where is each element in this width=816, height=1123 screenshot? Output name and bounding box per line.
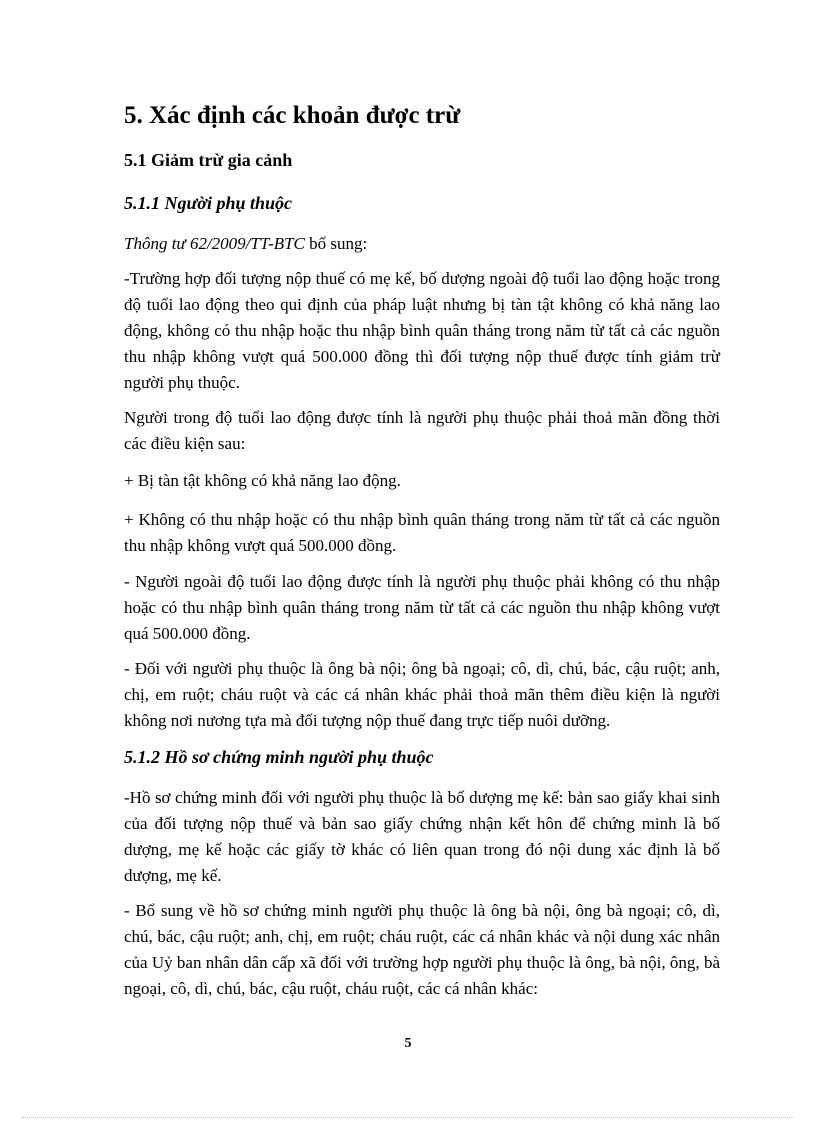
paragraph-text: -Hồ sơ chứng minh đối với người phụ thuộc là bố dượng mẹ kế: bản sao giấy khai sinh của đối tượng nộp thuế và bản sao giấy chứng nhận kết hôn để chứng minh là bố dượng, mẹ kế hoặc các giấy tờ khác có liên quan trong đó nội dung xác định là bố dượng, mẹ kế. <box>124 788 720 885</box>
paragraph-text: -Trường hợp đối tượng nộp thuế có mẹ kế, bố dượng ngoài độ tuổi lao động hoặc trong độ tuổi lao động theo qui định của pháp luật nhưng bị tàn tật không có khả năng lao động, không có thu nhập hoặc thu nhập bình quân tháng trong năm từ tất cả các nguồn thu nhập không vượt quá 500.000 đồng thì đối tượng nộp thuế được tính giảm trừ người phụ thuộc. <box>124 269 720 392</box>
page-bottom-divider <box>22 1117 794 1118</box>
section-heading-proof-documents: 5.1.2 Hồ sơ chứng minh người phụ thuộc <box>124 747 434 767</box>
paragraph-stepparents <box>124 266 720 396</box>
sub-heading: 5.1 Giảm trừ gia cảnh <box>124 150 293 170</box>
paragraph-relatives <box>124 656 720 734</box>
main-heading: 5. Xác định các khoản được trừ <box>124 102 461 129</box>
circular-reference: Thông tư 62/2009/TT-BTC <box>124 234 305 253</box>
paragraph-text: - Đối với người phụ thuộc là ông bà nội; ông bà ngoại; cô, dì, chú, bác, cậu ruột; anh, chị, em ruột; cháu ruột và các cá nhân khác phải thoả mãn thêm điều kiện là người không nơi nương tựa mà đối tượng nộp thuế đang trực tiếp nuôi dưỡng. <box>124 659 720 730</box>
section-heading-dependents: 5.1.1 Người phụ thuộc <box>124 193 292 213</box>
paragraph-text: - Người ngoài độ tuổi lao động được tính là người phụ thuộc phải không có thu nhập hoặc có thu nhập bình quân tháng trong năm từ tất cả các nguồn thu nhập không vượt quá 500.000 đồng. <box>124 572 720 643</box>
paragraph-stepparent-proof <box>124 785 720 889</box>
paragraph-text: + Không có thu nhập hoặc có thu nhập bình quân tháng trong năm từ tất cả các nguồn thu nhập không vượt quá 500.000 đồng. <box>124 510 720 555</box>
paragraph-outside-working-age <box>124 569 720 647</box>
page-number: 5 <box>404 1036 412 1051</box>
paragraph-text: - Bổ sung về hồ sơ chứng minh người phụ thuộc là ông bà nội, ông bà ngoại; cô, dì, chú, bác, cậu ruột; anh, chị, em ruột; cháu ruột, các cá nhân khác và nội dung xác nhân của Uỷ ban nhân dân cấp xã đối với trường hợp người phụ thuộc là ông, bà nội, ông, bà ngoại, cô, dì, chú, bác, cậu ruột, cháu ruột, các cá nhân khác: <box>124 901 720 998</box>
paragraph-no-income <box>124 507 720 559</box>
paragraph-disabled <box>124 469 720 493</box>
paragraph-working-age <box>124 405 720 457</box>
paragraph-text: + Bị tàn tật không có khả năng lao động. <box>124 471 401 490</box>
paragraph-text: Người trong độ tuổi lao động được tính là người phụ thuộc phải thoả mãn đồng thời các điều kiện sau: <box>124 408 720 453</box>
paragraph-additional-proof <box>124 898 720 1002</box>
circular-reference-suffix: bổ sung: <box>304 234 368 253</box>
circular-reference-line <box>124 232 720 256</box>
